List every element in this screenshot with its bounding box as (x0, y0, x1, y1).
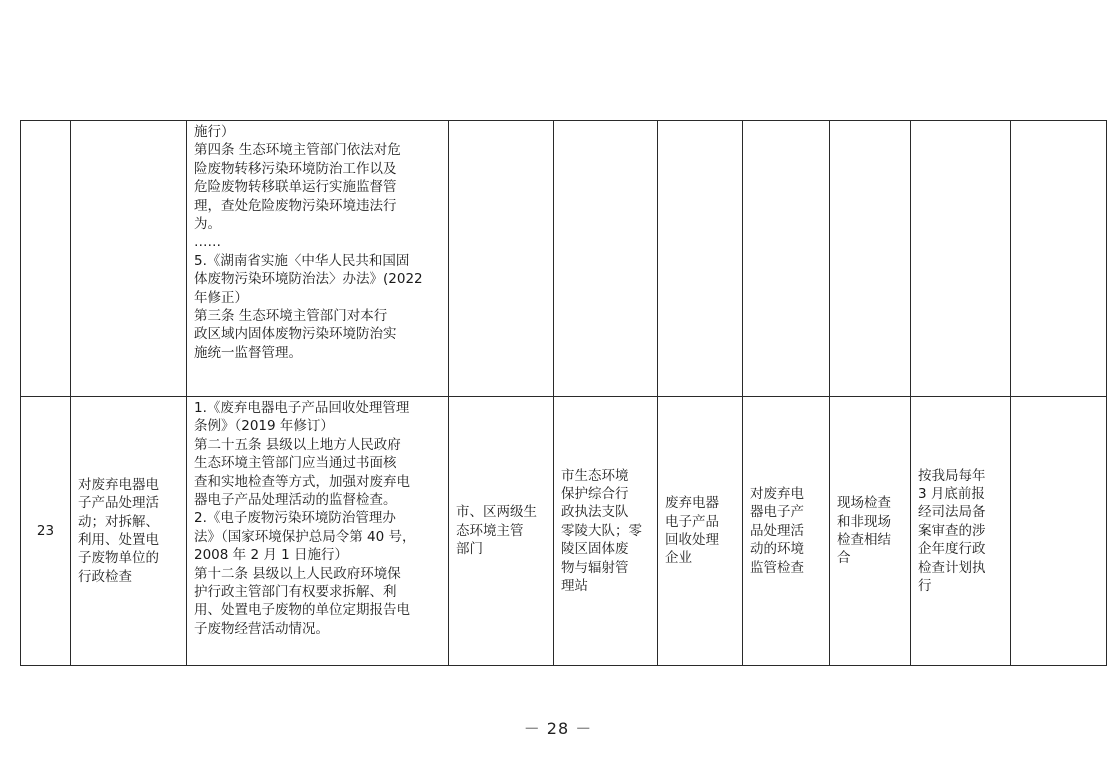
cell-target (658, 121, 743, 397)
cell-method (830, 121, 911, 397)
legal-basis-text: 1.《废弃电器电子产品回收处理管理 条例》（2019 年修订） 第二十五条 县级以上地方人民政府 生态环境主管部门应当通过书面核 查和实地检查等方式，加强对废弃电 器电子产品处理活动的监督检查。 2.《电子废物污染环境防治管理办 法》（国家环境保护总局令第 40 号， 2008 年 2 月 1 日施行） 第十二条 县级以上人民政府环境保 护行政主管部门有权要求拆解、利 用、处置电子废物的单位定期报告电 子废物经营活动情况。 (194, 400, 416, 637)
legal-basis-text: 施行） 第四条 生态环境主管部门依法对危 险废物转移污染环境防治工作以及 危险废物转移联单运行实施监督管 理，查处危险废物污染环境违法行 为。 …… 5.《湖南省实施〈中华人民共和国固 体废物污染环境防治法〉办法》(2022 年修正） 第三条 生态环境主管部门对本行 政区域内固体废物污染环境防治实 施统一监督管理。 (194, 124, 423, 361)
cell-legal-basis (187, 397, 449, 666)
cell-item-name (71, 121, 187, 397)
cell-subject (449, 121, 554, 397)
cell-number: 23 (21, 397, 71, 666)
cell-executor: 市生态环境 保护综合行 政执法支队 零陵大队；零 陵区固体废 物与辐射管 理站 (554, 397, 658, 666)
cell-frequency: 按我局每年 3 月底前报 经司法局备 案审查的涉 企年度行政 检查计划执 行 (911, 397, 1011, 666)
cell-frequency (911, 121, 1011, 397)
table-row-23 (21, 397, 1107, 666)
inspection-table (20, 120, 1107, 666)
cell-remark (1011, 397, 1107, 666)
page-number: － 28 － (523, 719, 593, 738)
cell-legal-basis (187, 121, 449, 397)
cell-target: 废弃电器 电子产品 回收处理 企业 (658, 397, 743, 666)
cell-item-name: 对废弃电器电 子产品处理活 动；对拆解、 利用、处置电 子废物单位的 行政检查 (71, 397, 187, 666)
cell-number (21, 121, 71, 397)
table-row-continued (21, 121, 1107, 397)
cell-subject: 市、区两级生 态环境主管 部门 (449, 397, 554, 666)
cell-executor (554, 121, 658, 397)
cell-content (743, 121, 830, 397)
cell-content: 对废弃电 器电子产 品处理活 动的环境 监管检查 (743, 397, 830, 666)
cell-method: 现场检查 和非现场 检查相结 合 (830, 397, 911, 666)
cell-remark (1011, 121, 1107, 397)
